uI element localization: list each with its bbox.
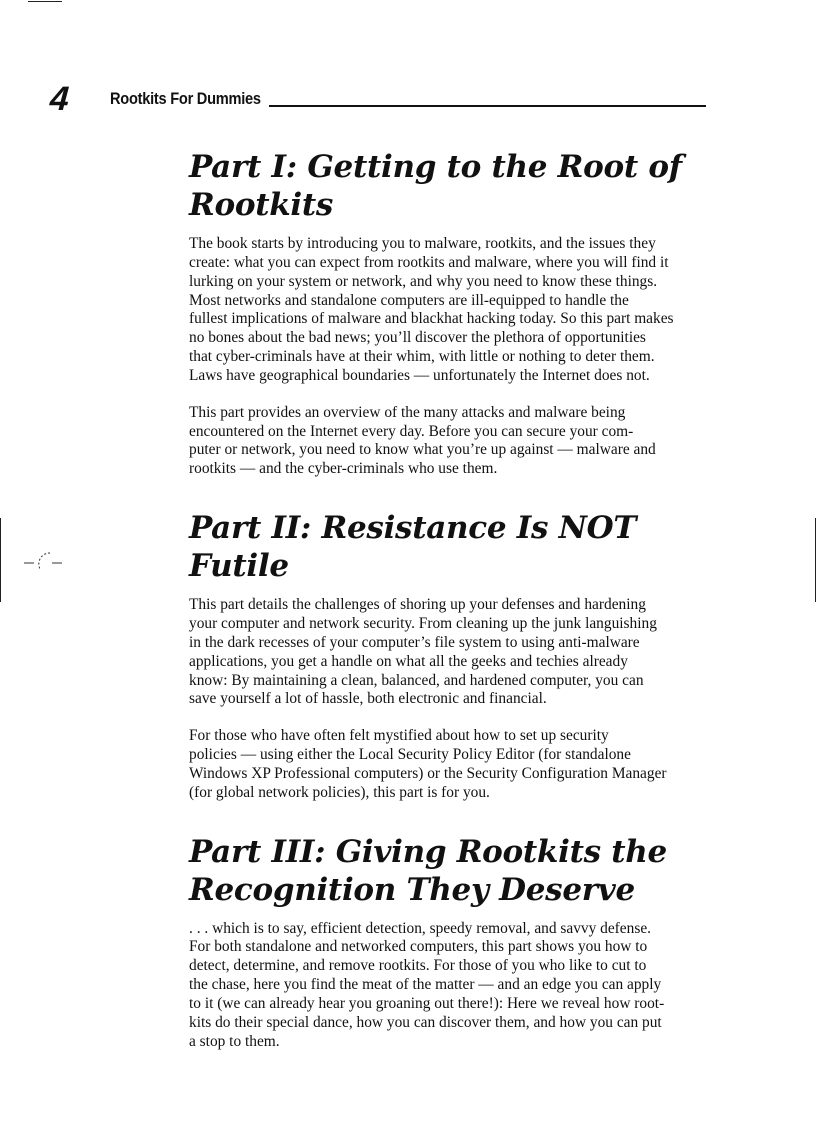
paragraph: This part provides an overview of the many attacks and malware being encountered on the Internet every day. Before you can secure your com- puter or network, you need to know what you’re up against — malware and rootkits — and the cyber-criminals who use them. [189,403,656,478]
section-heading: Part I: Getting to the Root of Rootkits [189,149,682,223]
paragraph: The book starts by introducing you to malware, rootkits, and the issues they create: what you can expect from rootkits and malware, where you will find it lurking on your system or network, and why you need to know these things. Most networks and standalone computers are ill-equipped to handle the fullest implications of malware and blackhat hacking today. So this part makes no bones about the bad news; you’ll discover the plethora of opportunities that cyber-criminals have at their whim, with little or nothing to deter them. Laws have geographical boundaries — unfortunately the Internet does not. [189,235,674,384]
section-part-3 [189,833,709,1052]
book-title: Rootkits For Dummies [110,89,261,108]
page-number: 4 [48,80,71,118]
section-heading: Part II: Resistance Is NOT Futile [189,510,637,585]
crop-mark-top [28,1,62,2]
crop-mark-left [0,518,1,602]
section-heading: Part III: Giving Rootkits the Recognition They Deserve [189,833,667,908]
paragraph: For those who have often felt mystified about how to set up security policies — using either the Local Security Policy Editor (for standalone Windows XP Professional computers) or the Security Configuration Manager (for global network policies), this part is for you. [189,727,667,801]
section-part-2 [189,509,709,802]
page-body [189,140,709,1081]
registration-mark-icon [22,549,66,577]
running-header [110,88,706,110]
paragraph: This part details the challenges of shoring up your defenses and hardening your computer and network security. From cleaning up the junk languishing in the dark recesses of your computer’s file system to using anti-malware applications, you get a handle on what all the geeks and techies already know: By maintaining a clean, balanced, and hardened computer, you can save yourself a lot of hassle, both electronic and financial. [189,596,657,708]
header-rule [269,105,706,107]
paragraph: . . . which is to say, efficient detection, speedy removal, and savvy defense. For both standalone and networked computers, this part shows you how to detect, determine, and remove rootkits. For those of you who like to cut to the chase, here you find the meat of the matter — and an edge you can apply to it (we can already hear you groaning out there!): Here we reveal how root- kits do their special dance, how you can discover them, and how you can put a stop to them. [189,919,665,1050]
section-part-1 [189,148,709,479]
